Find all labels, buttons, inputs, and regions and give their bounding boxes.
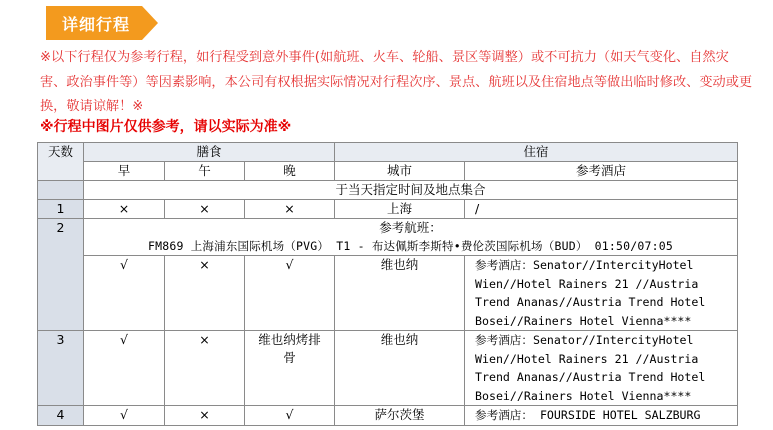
section-header-arrow	[142, 6, 158, 40]
day-number: 1	[38, 200, 84, 219]
gather-row	[38, 181, 738, 200]
breakfast-cell: ×	[84, 200, 165, 219]
day-number: 4	[38, 406, 84, 426]
day-row-1	[38, 200, 738, 219]
dinner-cell: ×	[245, 200, 335, 219]
city-cell: 维也纳	[335, 331, 465, 406]
header-city: 城市	[335, 162, 465, 181]
lunch-cell: ×	[165, 406, 245, 426]
header-row	[38, 143, 738, 162]
hotel-cell: /	[465, 200, 738, 219]
city-cell: 维也纳	[335, 256, 465, 331]
flight-label: 参考航班：	[379, 220, 442, 235]
itinerary-table	[37, 142, 738, 426]
day-row-3	[38, 331, 738, 406]
lunch-cell: ×	[165, 331, 245, 406]
day-row-4	[38, 406, 738, 426]
day-cell-empty	[38, 181, 84, 200]
section-title: 详细行程	[62, 15, 131, 34]
header-hotel: 参考酒店	[465, 162, 738, 181]
day-number: 3	[38, 331, 84, 406]
day-number: 2	[38, 219, 84, 331]
header-day: 天数	[38, 143, 84, 181]
section-header	[46, 6, 156, 40]
itinerary-notice: ※以下行程仅为参考行程，如行程受到意外事件(如航班、火车、轮船、景区等调整）或不可抗力（如天气变化、自然灾害、政治事件等）等因素影响，本公司有权根据实际情况对行程次序、景点、航班以及住宿地点等做出临时修改、变动或更换，敬请谅解！※	[40, 50, 753, 114]
city-cell: 萨尔茨堡	[335, 406, 465, 426]
header-meals: 膳食	[84, 143, 335, 162]
day-row-2-flight	[38, 219, 738, 256]
header-lunch: 午	[165, 162, 245, 181]
dinner-cell: √	[245, 406, 335, 426]
hotel-cell: 参考酒店：Senator//IntercityHotel Wien//Hotel Rainers 21 //Austria Trend Ananas//Austria Trend Hotel Bosei//Rainers Hotel Vienna****	[465, 331, 738, 406]
breakfast-cell: √	[84, 406, 165, 426]
day-row-2	[38, 256, 738, 331]
city-cell: 上海	[335, 200, 465, 219]
breakfast-cell: √	[84, 331, 165, 406]
header-stay: 住宿	[335, 143, 738, 162]
breakfast-cell: √	[84, 256, 165, 331]
lunch-cell: ×	[165, 256, 245, 331]
gather-note: 于当天指定时间及地点集合	[84, 181, 738, 200]
dinner-cell: √	[245, 256, 335, 331]
dinner-cell: 维也纳烤排骨	[245, 331, 335, 406]
hotel-cell: 参考酒店：Senator//IntercityHotel Wien//Hotel Rainers 21 //Austria Trend Ananas//Austria Trend Hotel Bosei//Rainers Hotel Vienna****	[465, 256, 738, 331]
sub-header-row	[38, 162, 738, 181]
hotel-cell: 参考酒店： FOURSIDE HOTEL SALZBURG	[465, 406, 738, 426]
flight-info: FM869 上海浦东国际机场（PVG） T1 - 布达佩斯李斯特•费伦茨国际机场（BUD） 01:50/07:05	[147, 239, 674, 253]
header-breakfast: 早	[84, 162, 165, 181]
image-disclaimer: ※行程中图片仅供参考，请以实际为准※	[40, 119, 292, 135]
header-dinner: 晚	[245, 162, 335, 181]
lunch-cell: ×	[165, 200, 245, 219]
flight-cell	[84, 219, 738, 256]
